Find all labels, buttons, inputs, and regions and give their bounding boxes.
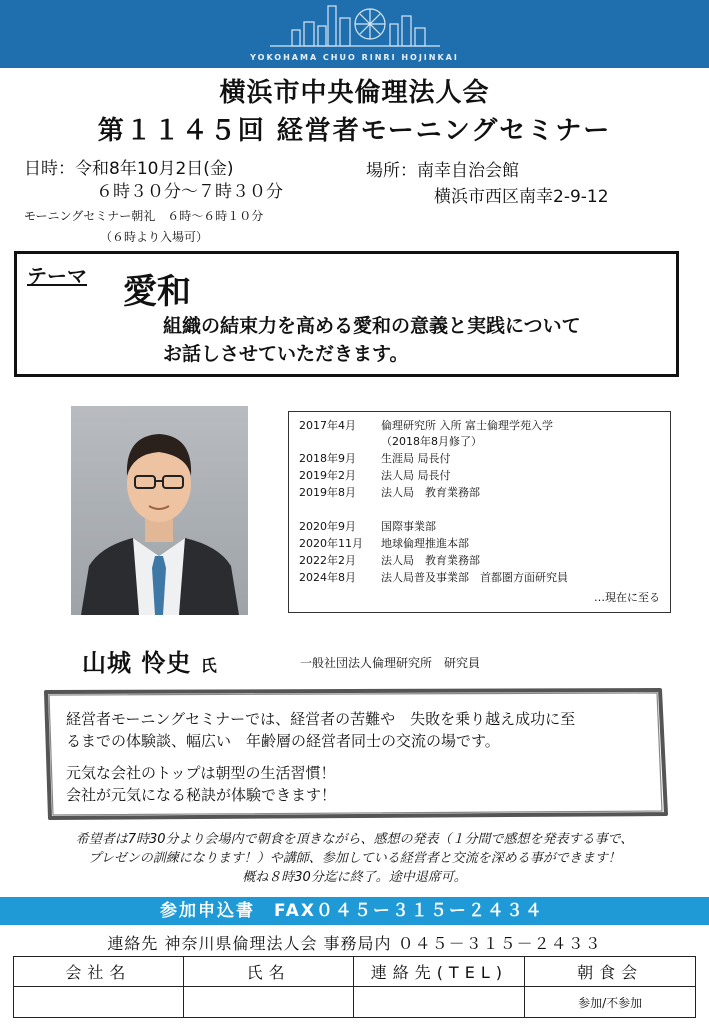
theme-description-line: お話しさせていただきます。: [163, 343, 409, 365]
career-desc: 法人局普及事業部 首都圏方面研究員: [381, 571, 568, 584]
theme-description: [163, 312, 683, 368]
description-line: るまでの体験談、幅広い 年齢層の経営者同士の交流の場です。: [66, 732, 500, 750]
notice-line: 希望者は7時30分より会場内で朝食を頂きながら、感想の発表（１分間で感想を発表する事で、: [75, 832, 634, 847]
career-year: 2017年4月: [299, 419, 356, 432]
career-desc: 法人局 教育業務部: [381, 554, 480, 567]
header-name: 氏名: [183, 957, 354, 987]
name-field[interactable]: [183, 987, 354, 1018]
career-item: [299, 519, 436, 535]
career-desc: 法人局 教育業務部: [381, 486, 480, 499]
career-desc: 法人局 局長付: [381, 469, 451, 482]
organization-title: 横浜市中央倫理法人会: [219, 78, 490, 108]
career-year: 2018年9月: [299, 452, 356, 465]
career-item: [299, 553, 480, 569]
theme-title: 愛和: [123, 272, 191, 312]
banner-text: YOKOHAMA CHUO RINRI HOJINKAI: [250, 53, 459, 62]
career-year: 2019年2月: [299, 469, 356, 482]
career-ending: …現在に至る: [594, 591, 660, 604]
career-item: [299, 451, 451, 467]
tel-field[interactable]: [354, 987, 525, 1018]
venue-address: 横浜市西区南幸2-9-12: [434, 187, 609, 207]
application-form: [13, 956, 696, 1018]
application-bar: 参加申込書 FAX０４５ー３１５ー２４３４: [0, 897, 709, 925]
time-line: ６時３０分～７時３０分: [96, 182, 283, 202]
career-item: [299, 418, 553, 434]
form-header-row: [14, 957, 696, 987]
career-year: 2020年9月: [299, 520, 356, 533]
career-item: [299, 468, 451, 484]
theme-label: テーマ: [27, 264, 87, 288]
header-company: 会社名: [14, 957, 184, 987]
speaker-photo: [71, 406, 248, 615]
date-line: 日時：令和8年10月2日(金): [24, 159, 234, 179]
breakfast-options[interactable]: 参加/不参加: [525, 987, 696, 1018]
theme-box: [14, 251, 679, 377]
description-line: 会社が元気になる秘訣が体験できます！: [66, 786, 337, 804]
career-desc: 地球倫理推進本部: [381, 537, 469, 550]
career-desc: 倫理研究所 入所 富士倫理学苑入学: [381, 419, 553, 432]
header-tel: 連絡先(TEL): [354, 957, 525, 987]
speaker-name: [82, 643, 218, 678]
career-item: [299, 536, 469, 552]
description-line: 経営者モーニングセミナーでは、経営者の苦難や 失敗を乗り越え成功に至: [66, 710, 576, 728]
speaker-honorific: 氏: [200, 656, 218, 675]
description-line: 元気な会社のトップは朝型の生活習慣！: [66, 764, 336, 782]
breakfast-notice: [0, 830, 709, 887]
career-item: [299, 434, 482, 450]
speaker-affiliation: 一般社団法人倫理研究所 研究員: [300, 656, 481, 670]
entry-line: （６時より入場可）: [100, 230, 209, 244]
notice-line: 概ね８時30分迄に終了。途中退席可。: [242, 870, 467, 885]
career-box: [288, 411, 671, 613]
career-desc: （2018年8月修了）: [381, 435, 482, 448]
career-desc: 国際事業部: [381, 520, 436, 533]
contact-line: 連絡先 神奈川県倫理法人会 事務局内 ０４５－３１５－２４３３: [107, 934, 602, 953]
seminar-title: 第１１４５回 経営者モーニングセミナー: [97, 116, 612, 146]
notice-line: プレゼンの訓練になります！）や講師、参加している経営者と交流を深める事ができます！: [88, 851, 621, 866]
career-year: 2019年8月: [299, 486, 356, 499]
skyline-logo-icon: [270, 2, 440, 48]
speaker-portrait-icon: [71, 406, 248, 615]
header-breakfast: 朝食会: [525, 957, 696, 987]
career-year: 2022年2月: [299, 554, 356, 567]
theme-description-line: 組織の結束力を高める愛和の意義と実践について: [163, 315, 581, 337]
career-year: 2020年11月: [299, 537, 363, 550]
career-year: 2024年8月: [299, 571, 356, 584]
career-desc: 生涯局 局長付: [381, 452, 451, 465]
header-banner: [0, 0, 709, 68]
venue-line: 場所：南幸自治会館: [366, 161, 519, 181]
career-item: [299, 485, 480, 501]
speaker-name-text: 山城 怜史: [82, 649, 192, 677]
career-item: [299, 570, 568, 586]
company-field[interactable]: [14, 987, 184, 1018]
form-input-row: [14, 987, 696, 1018]
description-text: [66, 708, 656, 806]
chorei-line: モーニングセミナー朝礼 ６時～６時１０分: [24, 209, 264, 223]
